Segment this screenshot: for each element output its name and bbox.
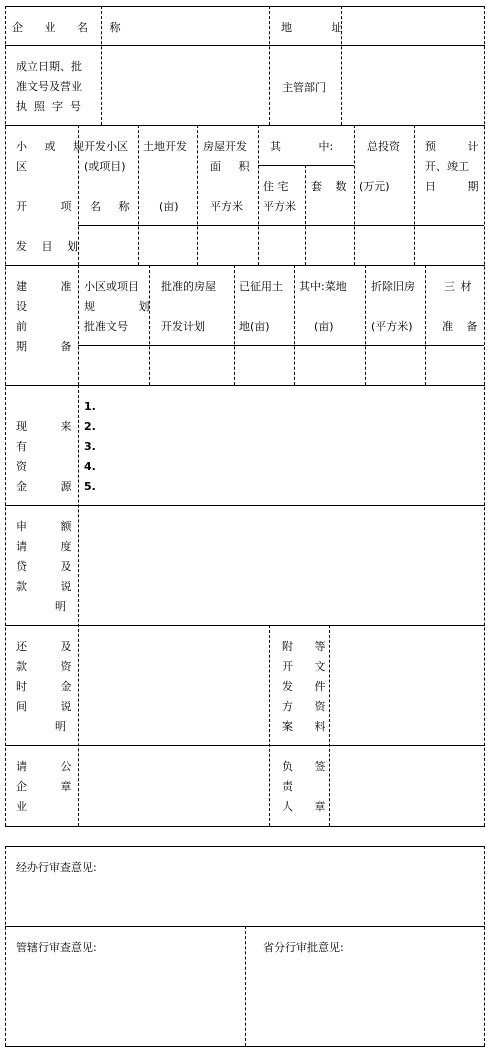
row-divider <box>5 745 485 746</box>
sets-label: 套 数 <box>311 180 347 193</box>
zone-plan-doc: 批准文号 <box>84 320 128 333</box>
land-acq-label: 已征用土 <box>239 280 283 293</box>
provincial-review-field[interactable] <box>252 958 478 1042</box>
sign-field[interactable] <box>332 748 482 824</box>
prep-label-1: 建 准 <box>16 280 72 293</box>
seal-label-1: 请 公 <box>16 760 72 773</box>
border-left <box>5 6 6 826</box>
provincial-review-label: 省分行审批意见: <box>263 941 344 954</box>
row-divider <box>5 505 485 506</box>
zone-plan-label: 小区或项目 <box>84 280 139 293</box>
col-divider <box>234 265 235 385</box>
col-divider <box>78 265 79 385</box>
investment-label: 总投资 <box>367 140 400 153</box>
address-field[interactable] <box>344 8 482 44</box>
handling-review-label: 经办行审查意见: <box>16 861 97 874</box>
col-divider <box>269 6 270 125</box>
attach-label-1: 附 等 <box>282 640 326 653</box>
row-divider <box>5 125 485 126</box>
border-bottom <box>5 826 485 827</box>
fund-item-1: 1. <box>84 400 96 413</box>
dev-zone-sub: (或项目) <box>84 160 126 173</box>
funds-label-3: 资 <box>16 460 27 473</box>
col-divider <box>269 625 270 826</box>
loan-field[interactable] <box>81 508 481 622</box>
attach-label-4: 方 资 <box>282 700 326 713</box>
attach-label-3: 发 件 <box>282 680 326 693</box>
sub-divider <box>78 225 484 226</box>
dept-label: 主管部门 <box>282 81 326 94</box>
plan-label-3: 开 项 <box>16 200 72 213</box>
fund-item-5: 5. <box>84 480 96 493</box>
col-divider <box>425 265 426 385</box>
col-divider <box>354 125 355 265</box>
loan-label-2: 请 度 <box>16 540 72 553</box>
attach-field[interactable] <box>332 628 482 742</box>
schedule-sub: 开、竣工 <box>425 160 469 173</box>
land-dev-label: 土地开发 <box>143 140 187 153</box>
company-name-label: 企 业 名 称 <box>12 21 130 34</box>
veg-land-unit: (亩) <box>314 320 334 333</box>
investment-unit: (万元) <box>359 180 390 193</box>
repay-label-2: 款 资 <box>16 660 72 673</box>
est-date-label-1: 成立日期、批 <box>16 60 82 73</box>
sign-label-2: 责 <box>282 780 293 793</box>
fund-item-3: 3. <box>84 440 96 453</box>
seal-label-3: 业 <box>16 800 27 813</box>
repay-label-5: 明 <box>55 720 66 733</box>
company-name-field[interactable] <box>104 8 267 44</box>
loan-label-1: 申 额 <box>16 520 72 533</box>
review-border-right <box>484 846 485 1046</box>
dev-zone-name: 名 称 <box>90 200 130 213</box>
jurisdiction-review-label: 管辖行审查意见: <box>16 941 97 954</box>
row-divider <box>5 385 485 386</box>
plan-label-2: 区 <box>16 160 27 173</box>
plan-label-1: 小 或 规 <box>16 140 87 153</box>
attach-label-2: 开 文 <box>282 660 326 673</box>
row-divider <box>5 45 485 46</box>
row-divider <box>5 625 485 626</box>
est-date-field[interactable] <box>104 47 267 123</box>
seal-field[interactable] <box>81 748 267 824</box>
jurisdiction-review-field[interactable] <box>12 958 240 1042</box>
funds-field[interactable] <box>100 396 480 500</box>
col-divider <box>149 265 150 385</box>
review-col-divider <box>245 926 246 1046</box>
prep-label-3: 前 <box>16 320 27 333</box>
col-divider <box>414 125 415 265</box>
fund-item-4: 4. <box>84 460 96 473</box>
sign-label-3: 人 章 <box>282 800 326 813</box>
address-label: 地 址 <box>281 21 361 34</box>
demolish-label: 折除旧房 <box>371 280 415 293</box>
col-divider <box>305 165 306 265</box>
plan-label-4: 发 目 划 <box>16 240 81 253</box>
sub-divider <box>258 165 354 166</box>
house-area-label: 房屋开发 <box>203 140 247 153</box>
sub-divider <box>78 345 484 346</box>
house-plan-sub: 开发计划 <box>161 320 205 333</box>
border-top <box>5 6 485 7</box>
funds-label-1: 现 来 <box>16 420 72 433</box>
funds-label-2: 有 <box>16 440 27 453</box>
dev-zone-label: 开发小区 <box>84 140 128 153</box>
repay-field[interactable] <box>81 628 267 742</box>
demolish-unit: (平方米) <box>371 320 413 333</box>
review-border-left <box>5 846 6 1046</box>
repay-label-1: 还 及 <box>16 640 72 653</box>
of-which-label: 其 中: <box>270 140 334 153</box>
repay-label-3: 时 金 <box>16 680 72 693</box>
house-plan-label: 批准的房屋 <box>161 280 216 293</box>
loan-label-3: 贷 及 <box>16 560 72 573</box>
repay-label-4: 间 说 <box>16 700 72 713</box>
dept-field[interactable] <box>344 47 482 123</box>
schedule-date: 日 期 <box>425 180 479 193</box>
review-border-bottom <box>5 1046 485 1047</box>
land-acq-unit: 地(亩) <box>239 320 270 333</box>
funds-label-4: 金 源 <box>16 480 72 493</box>
loan-label-4: 款 说 <box>16 580 72 593</box>
materials-sub: 准 备 <box>442 320 478 333</box>
materials-label: 三 材 <box>444 280 472 293</box>
house-area-unit: 平方米 <box>210 200 243 213</box>
review-border-top <box>5 846 485 847</box>
schedule-label: 预 计 <box>425 140 479 153</box>
attach-label-5: 案 料 <box>282 720 326 733</box>
prep-label-2: 设 <box>16 300 27 313</box>
col-divider <box>78 385 79 826</box>
sign-label-1: 负 签 <box>282 760 326 773</box>
prep-label-4: 期 备 <box>16 340 72 353</box>
seal-label-2: 企 章 <box>16 780 72 793</box>
loan-label-5: 明 <box>55 600 66 613</box>
house-area-sub: 面 积 <box>210 160 250 173</box>
row-divider <box>5 265 485 266</box>
est-date-label-3: 执照字号 <box>16 100 88 113</box>
col-divider <box>138 125 139 265</box>
col-divider <box>329 625 330 826</box>
housing-unit: 平方米 <box>263 200 296 213</box>
handling-review-field[interactable] <box>12 878 478 922</box>
border-right <box>484 6 485 826</box>
veg-land-label: 其中:菜地 <box>299 280 347 293</box>
col-divider <box>197 125 198 265</box>
col-divider <box>365 265 366 385</box>
land-dev-unit: (亩) <box>159 200 179 213</box>
est-date-label-2: 准文号及营业 <box>16 80 82 93</box>
col-divider <box>294 265 295 385</box>
housing-label: 住 宅 <box>263 180 289 193</box>
col-divider <box>258 125 259 265</box>
fund-item-2: 2. <box>84 420 96 433</box>
zone-plan-sub: 规 划 <box>84 300 150 313</box>
